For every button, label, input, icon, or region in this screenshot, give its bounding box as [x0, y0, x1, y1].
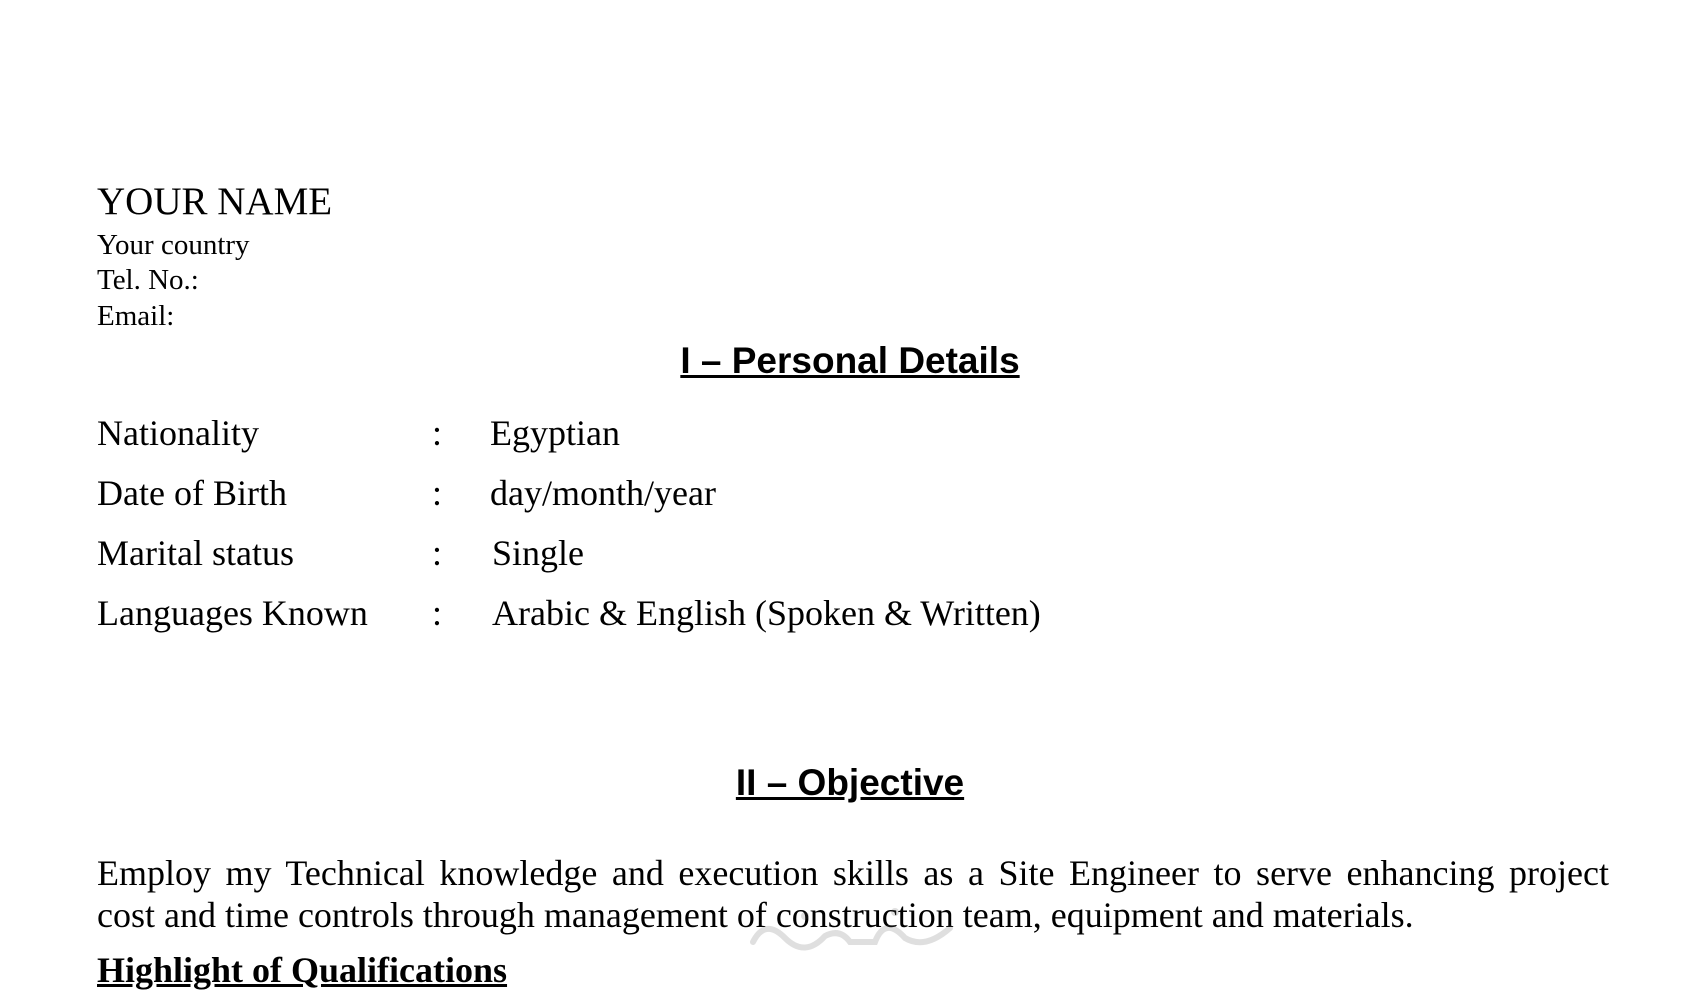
detail-value: day/month/year — [490, 473, 716, 513]
email-label: Email: — [97, 300, 175, 332]
objective-line: Employ my Technical knowledge and execution skills as a Site Engineer to serve enhancing project — [97, 853, 1609, 893]
watermark-logo — [745, 898, 960, 958]
detail-value: Single — [492, 533, 585, 573]
watermark-logo-icon — [745, 898, 960, 958]
detail-colon: : — [432, 593, 443, 633]
applicant-name: YOUR NAME — [97, 180, 333, 223]
objective-heading: II – Objective — [735, 762, 965, 803]
detail-label: Date of Birth — [97, 473, 287, 513]
tel-label: Tel. No.: — [97, 264, 199, 296]
objective-line: cost and time controls through management of construction team, equipment and materials. — [97, 895, 1414, 935]
qualifications-heading: Highlight of Qualifications — [97, 950, 508, 990]
detail-colon: : — [432, 413, 443, 453]
detail-value: Egyptian — [490, 413, 620, 453]
detail-label: Nationality — [97, 413, 259, 453]
applicant-country: Your country — [97, 229, 250, 261]
detail-label: Marital status — [97, 533, 294, 573]
detail-value: Arabic & English (Spoken & Written) — [492, 593, 1041, 633]
detail-label: Languages Known — [97, 593, 368, 633]
detail-colon: : — [432, 473, 443, 513]
personal-details-heading: I – Personal Details — [680, 340, 1020, 381]
detail-colon: : — [432, 533, 443, 573]
